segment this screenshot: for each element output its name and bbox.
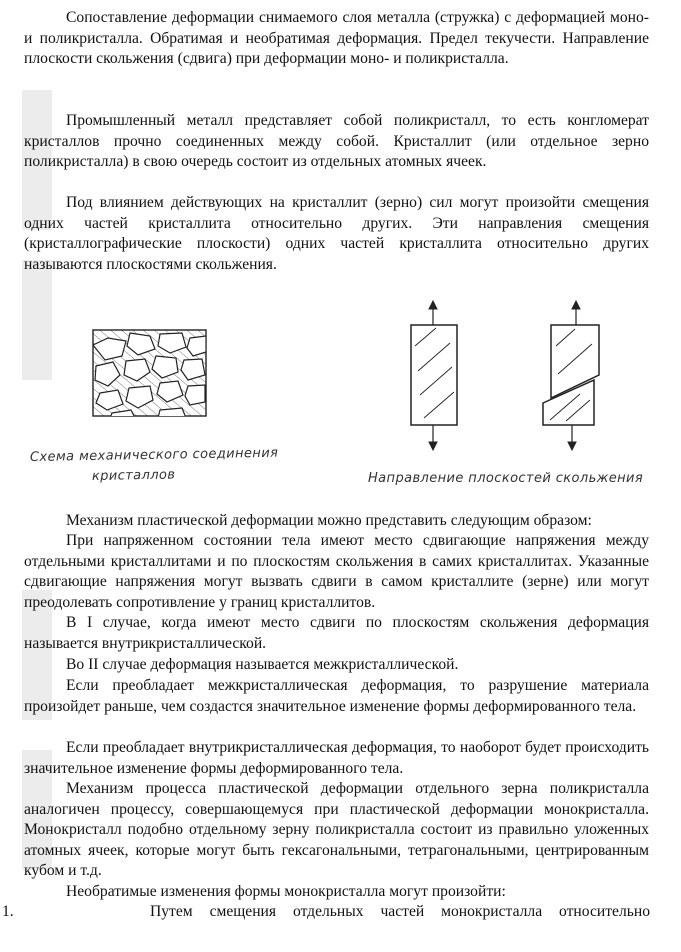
mechanism-intro: Механизм пластической деформации можно представить следующим образом: <box>66 512 592 529</box>
monocrystal-diagram <box>411 301 457 450</box>
polycrystal-paragraph: Промышленный металл представляет собой поликристалл, то есть конгломерат кристаллов прочно соединенных между собой. Кристаллит (или отдельное зерно поликристалла) в свою очередь состоит из отдельных атомных ячеек. <box>24 112 649 171</box>
intracrystalline-paragraph: В I случае, когда имеют место сдвиги по плоскостям скольжения деформация называется внутрикристаллической. <box>24 614 649 652</box>
caption-right: Направление плоскостей скольжения <box>368 471 644 486</box>
list-item-text: Путем смещения отдельных частей монокристалла относительно <box>150 903 650 920</box>
caption-left-line1: Схема механического соединения <box>29 445 279 465</box>
intercrystalline-effect-paragraph: Если преобладает межкристаллическая деформация, то разрушение материала произойдет раньше, чем создастся значительное изменение формы деформированного тела. <box>24 677 649 715</box>
slip-planes-paragraph: Под влиянием действующих на кристаллит (зерно) сил могут произойти смещения одних частей кристаллита относительно других. Эти направления смещения (кристаллографические плоскости) одних частей кристаллита относительно других называются плоскостями скольжения. <box>24 194 649 273</box>
grain-mechanism-paragraph: Механизм процесса пластической деформации отдельного зерна поликристалла аналогичен процессу, совершающемуся при пластической деформации монокристалла. Монокристалл подобно отдельному зерну поликристалла состоит из правильно уложенных атомных ячеек, которые могут быть гексагональными, тетрагональными, центрированным кубом и т.д. <box>24 780 649 880</box>
intro-paragraph: Сопоставление деформации снимаемого слоя металла (стружка) с деформацией моно- и поликристалла. Обратимая и необратимая деформация. Предел текучести. Направление плоскости скольжения (сдвига) при деформации моно- и поликристалла. <box>24 9 649 68</box>
figure-crystals <box>0 300 681 500</box>
intracrystalline-effect-paragraph: Если преобладает внутрикристаллическая деформация, то наоборот будет происходить значительное изменение формы деформированного тела. <box>24 739 649 777</box>
stress-paragraph: При напряженном состоянии тела имеют место сдвигающие напряжения между отдельными кристаллитами и по плоскостям скольжения в самих кристаллитах. Указанные сдвигающие напряжения могут вызвать сдвиги в самом кристаллите (зерне) или могут преодолевать сопротивление у границ кристаллитов. <box>24 532 649 611</box>
list-number: 1. <box>2 903 14 920</box>
irreversible-changes-paragraph: Необратимые изменения формы монокристалла могут произойти: <box>66 883 506 900</box>
caption-left-line2: кристаллов <box>91 467 176 484</box>
slipped-crystal-diagram <box>543 301 599 450</box>
intercrystalline-paragraph: Во II случае деформация называется межкристаллической. <box>66 656 459 673</box>
polycrystal-diagram <box>93 330 206 418</box>
